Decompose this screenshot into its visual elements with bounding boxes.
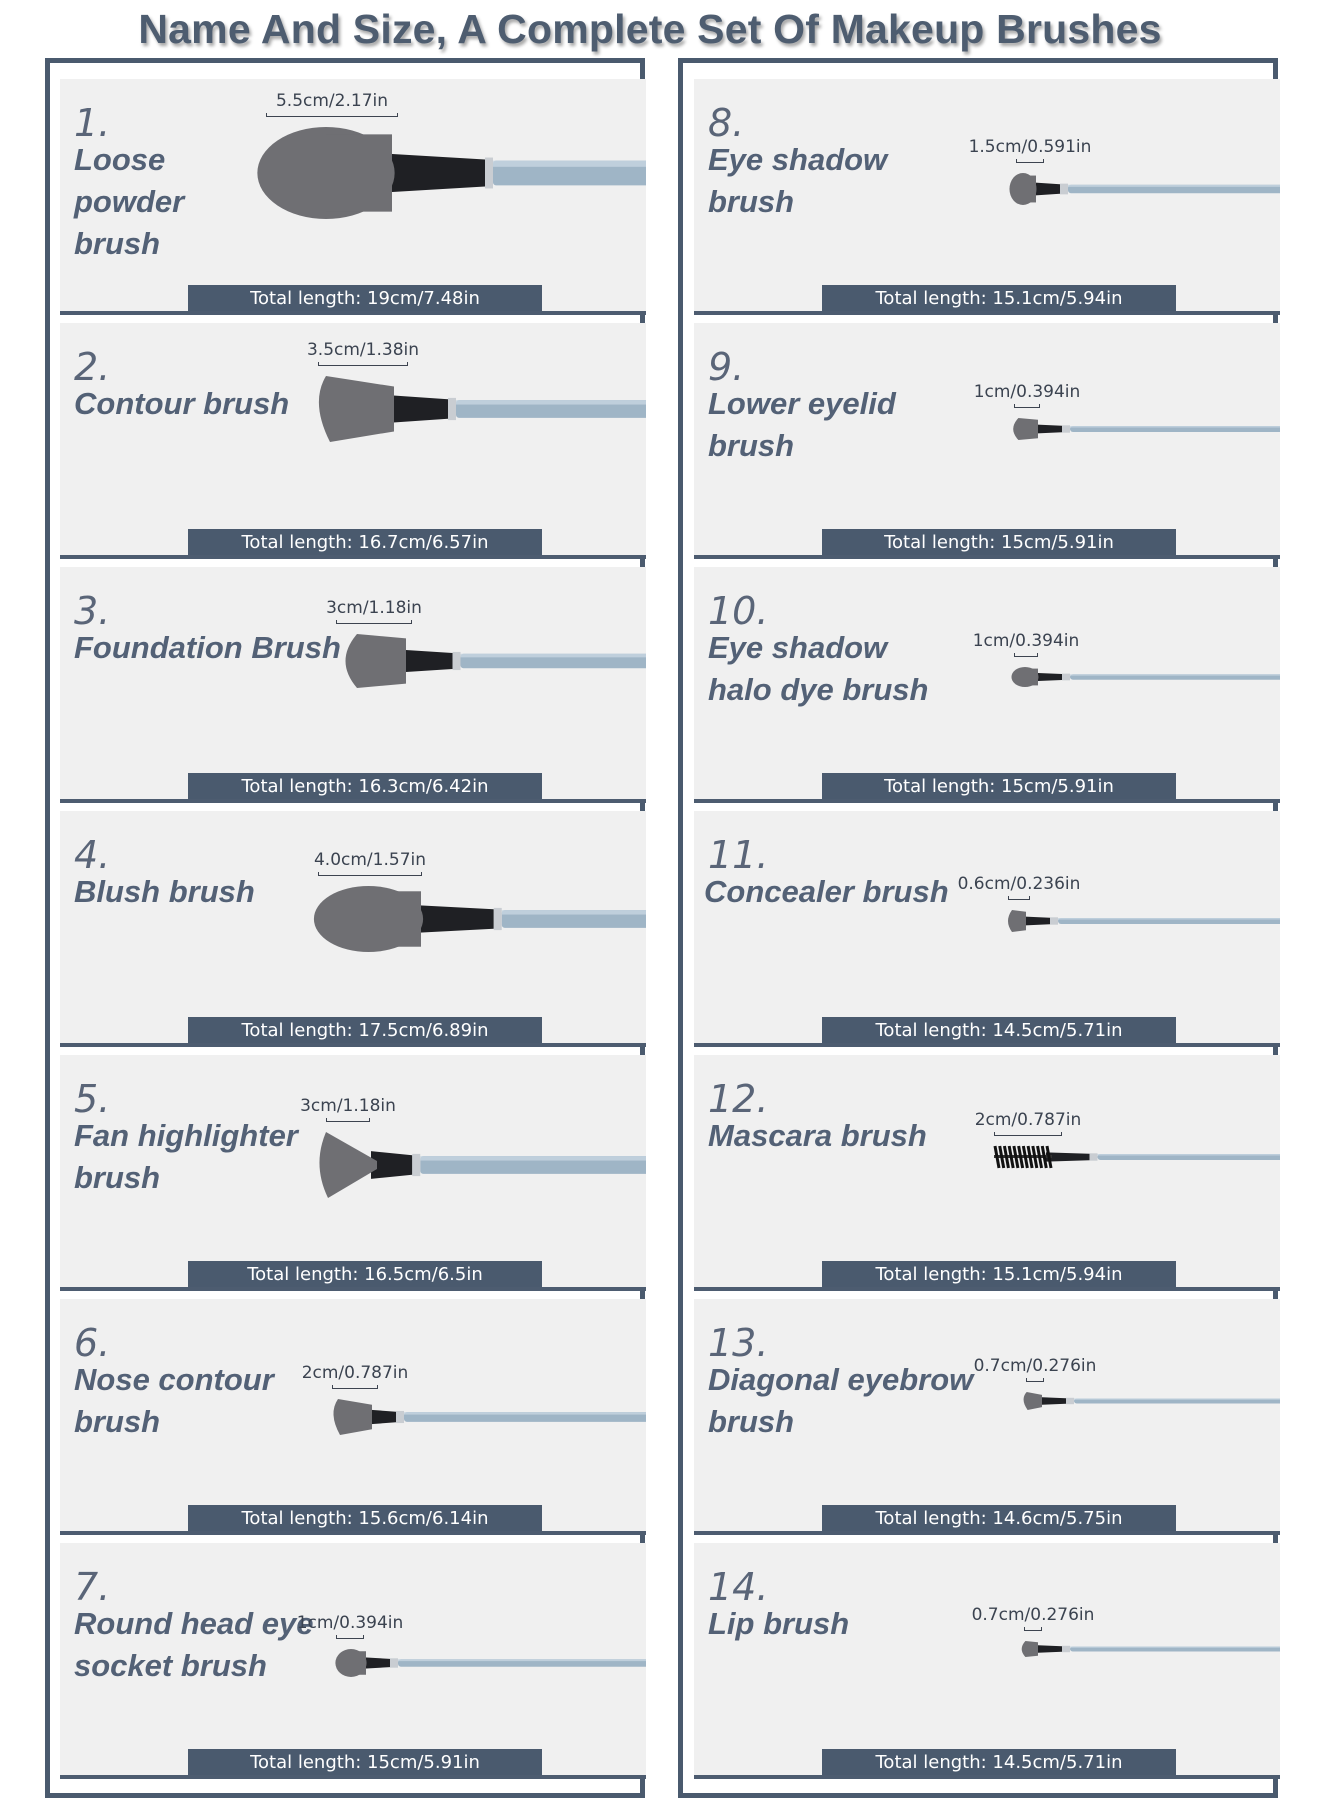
total-length-label: Total length: 14.5cm/5.71in (822, 1017, 1176, 1045)
brush-number: 9. (708, 345, 745, 389)
head-size-label: 1.5cm/0.591in (968, 137, 1092, 157)
lip-brush-icon (694, 1543, 1280, 1779)
brush-name: Mascara brush (708, 1118, 927, 1153)
total-length-label: Total length: 17.5cm/6.89in (188, 1017, 542, 1045)
brush-card (694, 1299, 1280, 1535)
brush-number: 10. (708, 589, 769, 633)
foundation-brush-icon (60, 567, 646, 803)
brush-number: 14. (708, 1565, 769, 1609)
head-size-label: 3cm/1.18in (326, 598, 422, 618)
brush-name: Contour brush (74, 386, 290, 421)
brush-number: 6. (74, 1321, 111, 1365)
brush-name: Foundation Brush (74, 630, 341, 665)
contour-brush-icon (60, 323, 646, 559)
brush-name: Fan highlighter brush (74, 1118, 298, 1195)
brush-number: 4. (74, 833, 111, 877)
brush-card (60, 567, 646, 803)
brush-card (694, 1055, 1280, 1291)
card-divider (694, 1043, 1280, 1047)
brush-number: 7. (74, 1565, 111, 1609)
eye-shadow-brush-icon (694, 79, 1280, 315)
brush-number: 13. (708, 1321, 769, 1365)
loose-powder-brush-icon (60, 79, 646, 315)
brush-card (60, 811, 646, 1047)
head-size-label: 2cm/0.787in (301, 1363, 409, 1383)
total-length-label: Total length: 15cm/5.91in (188, 1749, 542, 1777)
total-length-label: Total length: 16.7cm/6.57in (188, 529, 542, 557)
brush-card (694, 79, 1280, 315)
brush-number: 3. (74, 589, 111, 633)
total-length-label: Total length: 14.5cm/5.71in (822, 1749, 1176, 1777)
head-size-label: 1cm/0.394in (972, 631, 1080, 651)
card-divider (694, 311, 1280, 315)
total-length-label: Total length: 16.3cm/6.42in (188, 773, 542, 801)
brush-name: Blush brush (74, 874, 255, 909)
total-length-label: Total length: 15cm/5.91in (822, 773, 1176, 801)
brush-number: 8. (708, 101, 745, 145)
card-divider (60, 1287, 646, 1291)
card-divider (60, 311, 646, 315)
head-size-label: 0.6cm/0.236in (957, 874, 1081, 894)
card-divider (694, 555, 1280, 559)
eye-socket-brush-icon (60, 1543, 646, 1779)
brush-name: Concealer brush (704, 874, 949, 909)
brush-card (60, 1055, 646, 1291)
brush-name: Nose contour brush (74, 1362, 274, 1439)
card-divider (694, 1775, 1280, 1779)
brush-name: Diagonal eyebrow brush (708, 1362, 974, 1439)
total-length-label: Total length: 16.5cm/6.5in (188, 1261, 542, 1289)
brush-name: Round head eye socket brush (74, 1606, 314, 1683)
head-size-label: 0.7cm/0.276in (971, 1605, 1095, 1625)
brush-card (60, 1543, 646, 1779)
head-size-label: 5.5cm/2.17in (275, 91, 389, 111)
card-divider (694, 799, 1280, 803)
total-length-label: Total length: 15.1cm/5.94in (822, 285, 1176, 313)
card-divider (60, 1531, 646, 1535)
lower-eyelid-brush-icon (694, 323, 1280, 559)
card-divider (694, 1531, 1280, 1535)
brush-number: 2. (74, 345, 111, 389)
brush-name: Eye shadow halo dye brush (708, 630, 929, 707)
brush-card (60, 323, 646, 559)
concealer-brush-icon (694, 811, 1280, 1047)
card-divider (60, 1775, 646, 1779)
card-divider (60, 555, 646, 559)
brush-card (694, 567, 1280, 803)
card-divider (694, 1287, 1280, 1291)
head-size-label: 3cm/1.18in (300, 1096, 396, 1116)
brush-card (694, 323, 1280, 559)
brush-number: 12. (708, 1077, 769, 1121)
brush-number: 5. (74, 1077, 111, 1121)
head-size-label: 3.5cm/1.38in (306, 340, 420, 360)
brush-name: Loose powder brush (74, 142, 185, 261)
nose-contour-brush-icon (60, 1299, 646, 1535)
halo-dye-brush-icon (694, 567, 1280, 803)
head-size-label: 1cm/0.394in (973, 382, 1081, 402)
head-size-label: 1cm/0.394in (296, 1613, 404, 1633)
brush-name: Eye shadow brush (708, 142, 888, 219)
fan-brush-icon (60, 1055, 646, 1291)
brush-name: Lip brush (708, 1606, 850, 1641)
brush-name: Lower eyelid brush (708, 386, 896, 463)
card-divider (60, 799, 646, 803)
head-size-label: 4.0cm/1.57in (313, 850, 427, 870)
total-length-label: Total length: 15.6cm/6.14in (188, 1505, 542, 1533)
brush-card (694, 811, 1280, 1047)
total-length-label: Total length: 15.1cm/5.94in (822, 1261, 1176, 1289)
eyebrow-brush-icon (694, 1299, 1280, 1535)
total-length-label: Total length: 15cm/5.91in (822, 529, 1176, 557)
mascara-brush-icon (694, 1055, 1280, 1291)
brush-number: 1. (74, 101, 111, 145)
card-divider (60, 1043, 646, 1047)
head-size-label: 2cm/0.787in (974, 1110, 1082, 1130)
brush-card (694, 1543, 1280, 1779)
blush-brush-icon (60, 811, 646, 1047)
total-length-label: Total length: 19cm/7.48in (188, 285, 542, 313)
head-size-label: 0.7cm/0.276in (973, 1356, 1097, 1376)
page-title: Name And Size, A Complete Set Of Makeup Brushes (138, 6, 1162, 52)
brush-number: 11. (708, 833, 769, 877)
total-length-label: Total length: 14.6cm/5.75in (822, 1505, 1176, 1533)
brush-card (60, 79, 646, 315)
brush-card (60, 1299, 646, 1535)
